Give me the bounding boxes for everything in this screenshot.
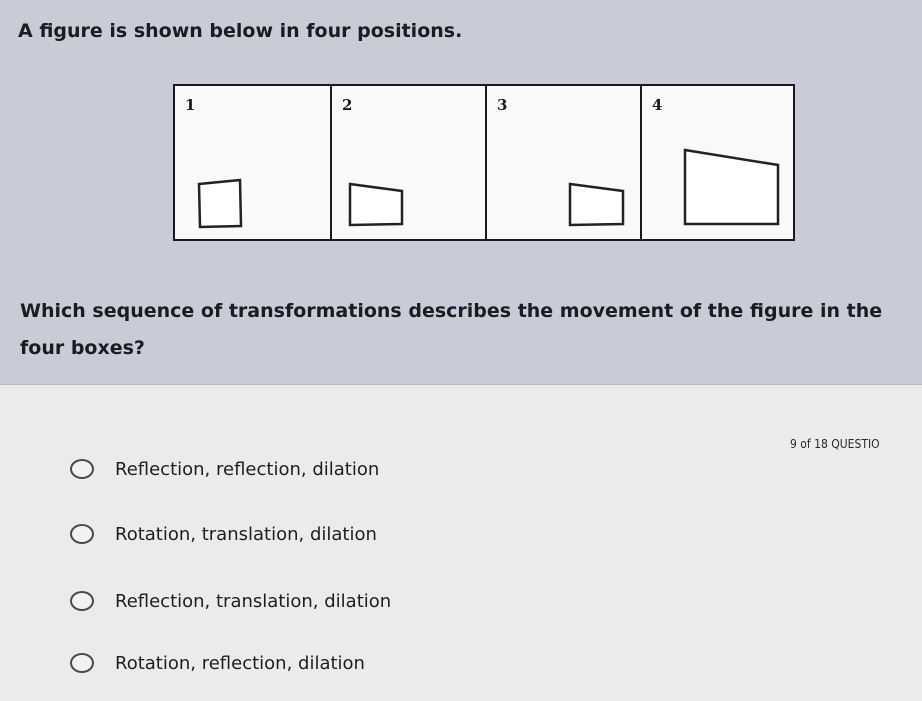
option-reflection-reflection-dilation[interactable]: [70, 454, 379, 484]
option-label: Reflection, translation, dilation: [115, 590, 392, 612]
option-label: Rotation, translation, dilation: [115, 523, 377, 545]
figure-box-2: [330, 86, 485, 239]
small-square-icon: [487, 86, 640, 239]
figure-prompt: A figure is shown below in four positions.: [18, 20, 463, 42]
option-label: Rotation, reflection, dilation: [115, 652, 365, 674]
radio-button[interactable]: [70, 653, 94, 673]
small-square-icon: [332, 86, 485, 239]
option-reflection-translation-dilation[interactable]: [70, 586, 391, 616]
figure-box-3: [485, 86, 640, 239]
option-label: Reflection, reflection, dilation: [115, 458, 380, 480]
figure-strip: [173, 84, 795, 241]
box-number: 2: [342, 96, 353, 114]
figure-box-4: [640, 86, 795, 239]
figure-box-1: [175, 86, 330, 239]
box-number: 4: [652, 96, 663, 114]
option-rotation-translation-dilation[interactable]: [70, 519, 377, 549]
radio-button[interactable]: [70, 459, 94, 479]
radio-button[interactable]: [70, 591, 94, 611]
box-number: 1: [185, 96, 196, 114]
option-rotation-reflection-dilation[interactable]: [70, 648, 365, 678]
large-square-icon: [642, 86, 795, 239]
question-text: Which sequence of transformations describes the movement of the figure in the four boxes?: [20, 300, 883, 359]
question-counter: 9 of 18 QUESTIO: [790, 437, 880, 451]
box-number: 3: [497, 96, 508, 114]
radio-button[interactable]: [70, 524, 94, 544]
small-square-icon: [175, 86, 330, 239]
